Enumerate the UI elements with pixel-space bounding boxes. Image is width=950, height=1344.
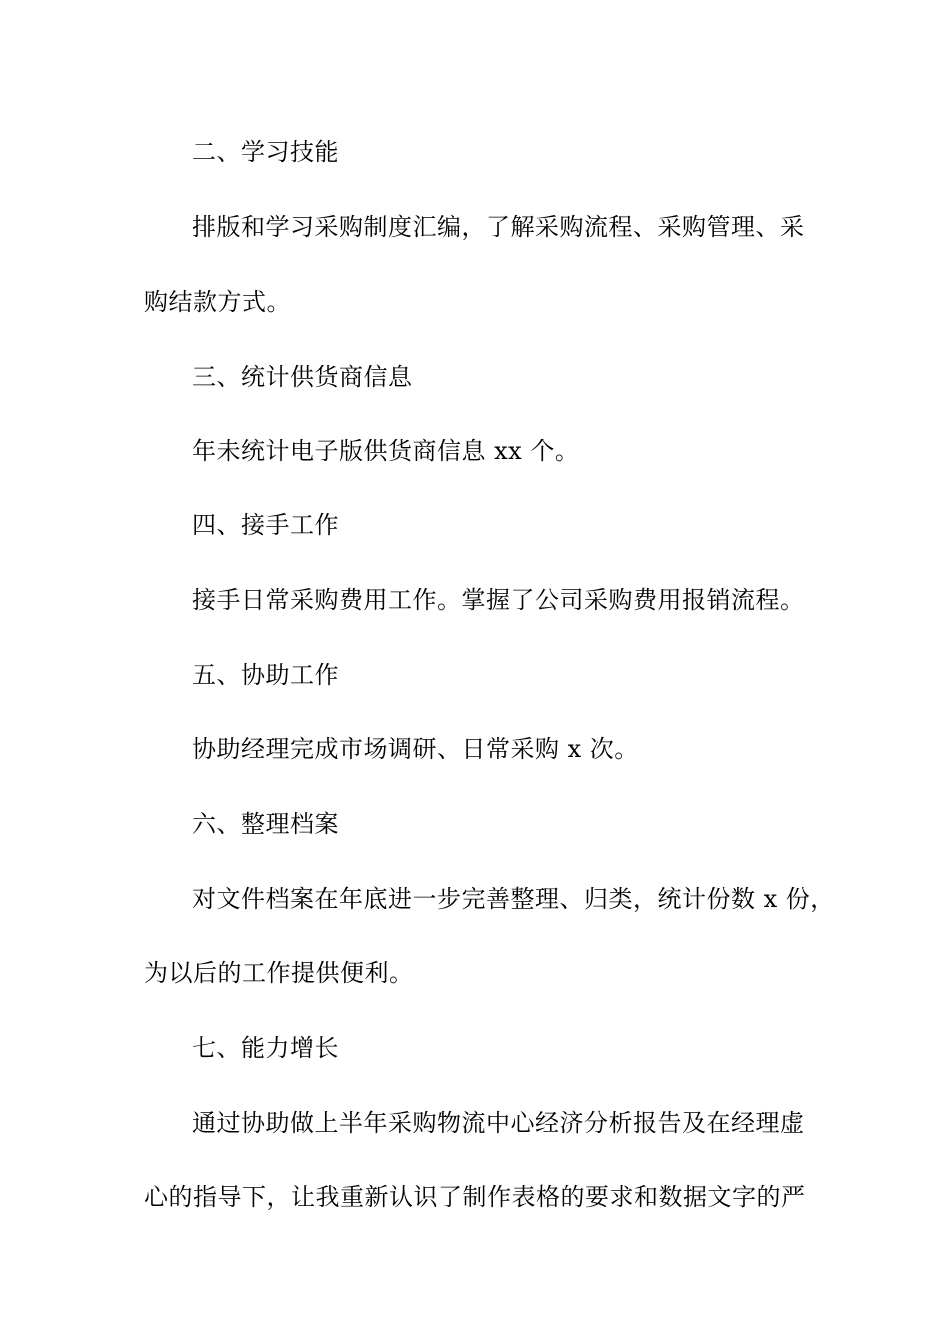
- paragraph-line: 年未统计电子版供货商信息 xx 个。: [192, 437, 580, 465]
- paragraph-line: 心的指导下，让我重新认识了制作表格的要求和数据文字的严: [144, 1183, 806, 1211]
- paragraph-line: 通过协助做上半年采购物流中心经济分析报告及在经理虚: [192, 1109, 805, 1137]
- paragraph-line: 为以后的工作提供便利。: [144, 959, 414, 987]
- paragraph-line: 购结款方式。: [144, 288, 291, 316]
- section-heading-4: 四、接手工作: [192, 511, 339, 539]
- section-heading-6: 六、整理档案: [192, 810, 339, 838]
- section-heading-3: 三、统计供货商信息: [192, 363, 413, 391]
- paragraph-line: 协助经理完成市场调研、日常采购 x 次。: [192, 735, 639, 763]
- paragraph-line: 排版和学习采购制度汇编，了解采购流程、采购管理、采: [192, 213, 805, 241]
- section-heading-2: 二、学习技能: [192, 138, 339, 166]
- paragraph-line: 对文件档案在年底进一步完善整理、归类，统计份数 x 份，: [192, 885, 835, 913]
- section-heading-5: 五、协助工作: [192, 661, 339, 689]
- section-heading-7: 七、能力增长: [192, 1034, 339, 1062]
- paragraph-line: 接手日常采购费用工作。掌握了公司采购费用报销流程。: [192, 586, 805, 614]
